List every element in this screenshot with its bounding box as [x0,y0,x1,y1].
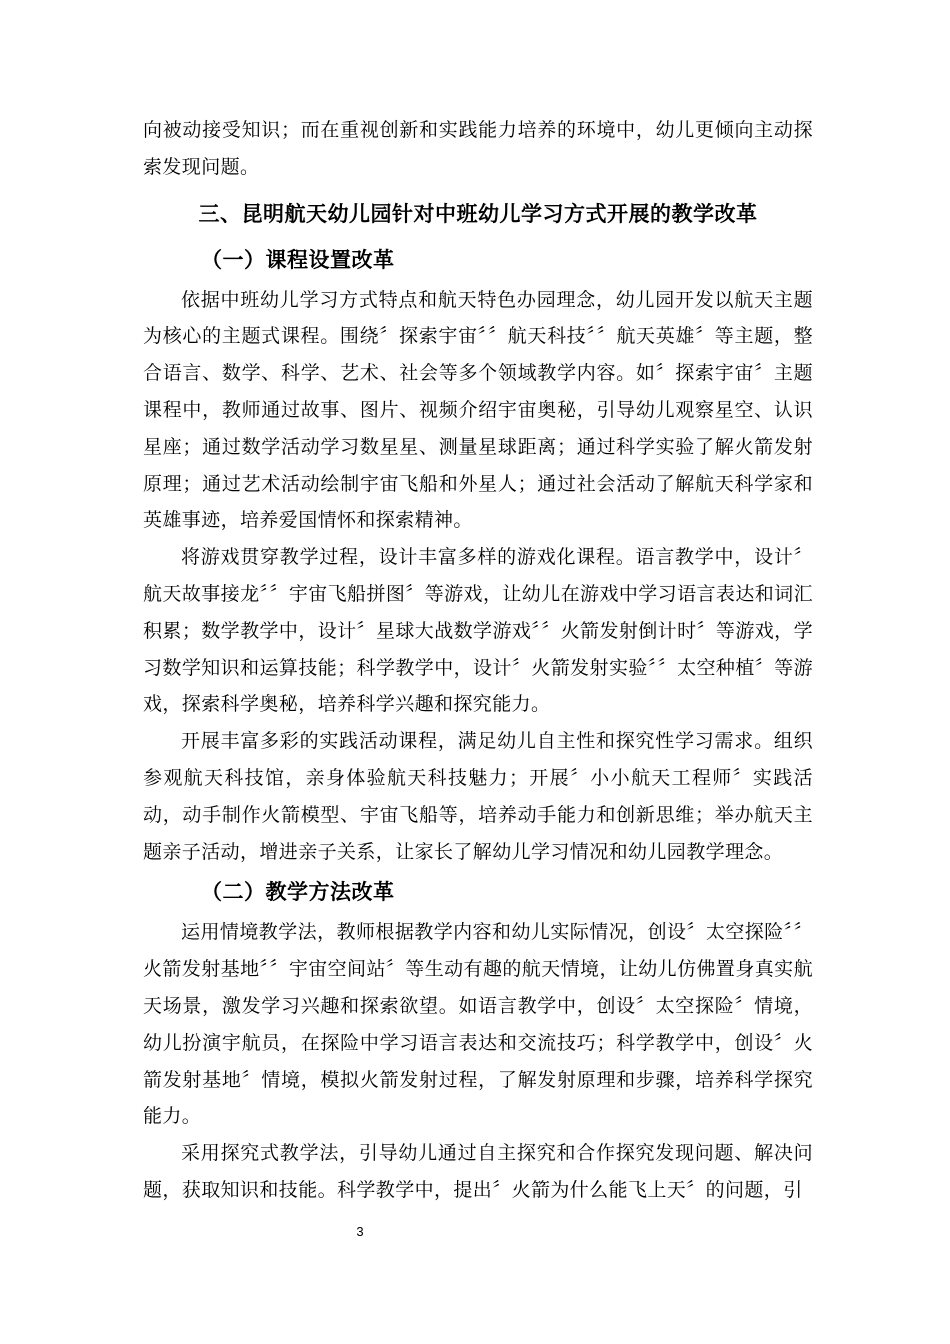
subsection-title-curriculum: （一）课程设置改革 [201,247,395,272]
page-number: 3 [356,1224,364,1239]
paragraph: 开展丰富多彩的实践活动课程，满足幼儿自主性和探究性学习需求。组织参观航天科技馆，亲身体验航天科技魅力；开展〞小小航天工程师〞实践活动，动手制作火箭模型、宇宙飞船等，培养动手能力和创新思维；举办航天主题亲子活动，增进亲子关系，让家长了解幼儿学习情况和幼儿园教学理念。 [143,730,813,863]
subsection-title-teaching-method: （二）教学方法改革 [201,880,395,905]
paragraph: 运用情境教学法，教师根据教学内容和幼儿实际情况，创设〞太空探险〞〞火箭发射基地〞〞宇宙空间站〞等生动有趣的航天情境，让幼儿仿佛置身真实航天场景，激发学习兴趣和探索欲望。如语言教学中，创设〞太空探险〞情境，幼儿扮演宇航员，在探险中学习语言表达和交流技巧；科学教学中，创设〞火箭发射基地〞情境，模拟火箭发射过程，了解发射原理和步骤，培养科学探究能力。 [143,921,813,1128]
paragraph: 将游戏贯穿教学过程，设计丰富多样的游戏化课程。语言教学中，设计〞航天故事接龙〞〞宇宙飞船拼图〞等游戏，让幼儿在游戏中学习语言表达和词汇积累；数学教学中，设计〞星球大战数学游戏〞〞火箭发射倒计时〞等游戏，学习数学知识和运算技能；科学教学中，设计〞火箭发射实验〞〞太空种植〞等游戏，探索科学奥秘，培养科学兴趣和探究能力。 [143,546,813,716]
paragraph: 采用探究式教学法，引导幼儿通过自主探究和合作探究发现问题、解决问题，获取知识和技能。科学教学中，提出〞火箭为什么能飞上天〞的问题，引 [143,1142,813,1201]
paragraph: 依据中班幼儿学习方式特点和航天特色办园理念，幼儿园开发以航天主题为核心的主题式课程。围绕〞探索宇宙〞〞航天科技〞〞航天英雄〞等主题，整合语言、数学、科学、艺术、社会等多个领域教学内容。如〞探索宇宙〞主题课程中，教师通过故事、图片、视频介绍宇宙奥秘，引导幼儿观察星空、认识星座；通过数学活动学习数星星、测量星球距离；通过科学实验了解火箭发射原理；通过艺术活动绘制宇宙飞船和外星人；通过社会活动了解航天科学家和英雄事迹，培养爱国情怀和探索精神。 [143,288,813,532]
document-body [143,112,813,1209]
paragraph-continued: 向被动接受知识；而在重视创新和实践能力培养的环境中，幼儿更倾向主动探索发现问题。 [143,119,813,178]
section-title: 三、昆明航天幼儿园针对中班幼儿学习方式开展的教学改革 [198,201,758,226]
